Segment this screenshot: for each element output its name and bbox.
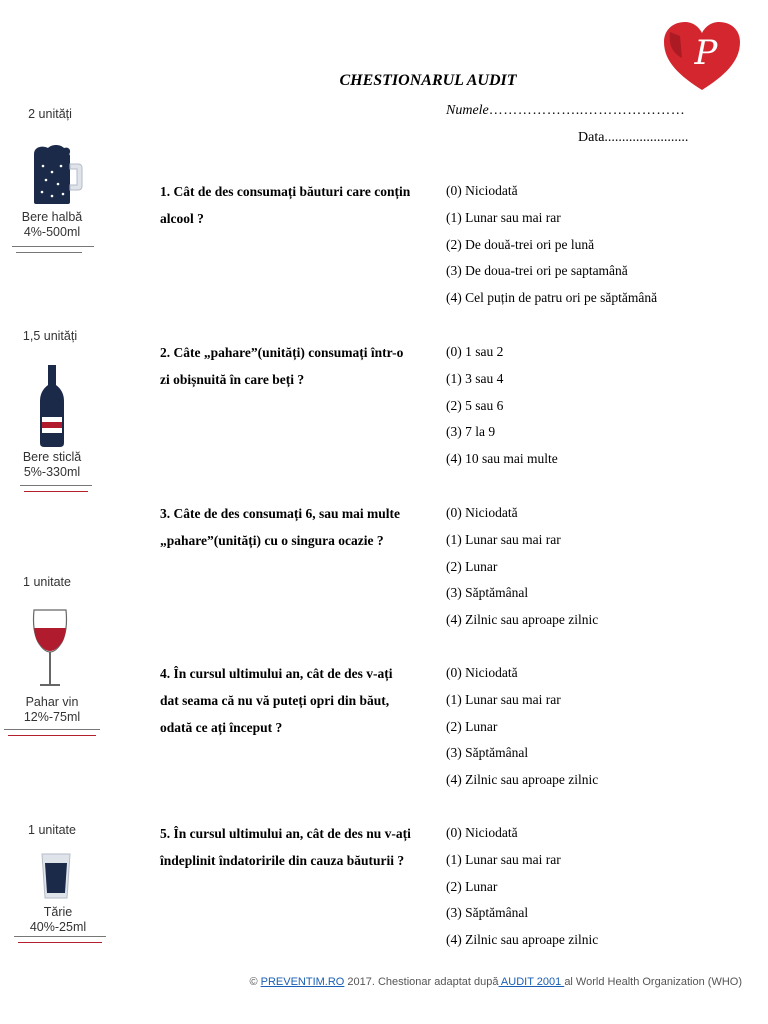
copyright-symbol: © (249, 976, 261, 988)
answer-option: (4) Zilnic sau aproape zilnic (446, 932, 599, 948)
name-field (446, 103, 685, 119)
divider (14, 936, 106, 937)
answers-5 (446, 820, 598, 954)
beer-mug-icon (28, 144, 84, 211)
drink-name: Bere sticlă (22, 450, 82, 464)
date-field: Data........................ (578, 130, 689, 145)
answer-option: (4) Cel puțin de patru ori pe săptămână (446, 290, 658, 306)
divider (8, 735, 96, 736)
answer-option: (1) Lunar sau mai rar (446, 209, 561, 225)
name-dots: ………………..………………… (488, 103, 686, 118)
drink-strength: 40%-25ml (29, 920, 87, 934)
drink-strength: 4%-500ml (23, 225, 81, 239)
name-label: Numele (446, 103, 489, 118)
question-3: 3. Câte de des consumați 6, sau mai multe „pahare”(unități) cu o singura ocazie ? (160, 506, 400, 548)
footer-text-end: al World Health Organization (WHO) (564, 976, 742, 988)
answer-option: (4) 10 sau mai multe (446, 451, 558, 467)
answers-2 (446, 339, 558, 473)
drink-name: Bere halbă (21, 210, 83, 224)
answer-option: (0) Niciodată (446, 183, 518, 198)
wine-glass-icon (32, 608, 68, 693)
divider (20, 485, 92, 486)
answer-option: (2) 5 sau 6 (446, 397, 504, 413)
footer-text: 2017. Chestionar adaptat după (344, 976, 499, 988)
sidebar-units-3: 1 unitate (23, 575, 71, 589)
answer-option: (0) 1 sau 2 (446, 344, 504, 359)
answer-option: (1) Lunar sau mai rar (446, 851, 561, 867)
divider (4, 729, 100, 730)
question-2: 2. Câte „pahare”(unități) consumați într-o zi obișnuită în care beți ? (160, 345, 404, 387)
answer-option: (2) Lunar (446, 718, 498, 734)
beer-bottle-icon (38, 365, 66, 452)
answer-option: (0) Niciodată (446, 505, 518, 520)
answer-option: (0) Niciodată (446, 665, 518, 680)
answer-option: (1) 3 sau 4 (446, 370, 504, 386)
drink-strength: 5%-330ml (23, 465, 81, 479)
divider (18, 942, 102, 943)
question-5: 5. În cursul ultimului an, cât de des nu v-ați îndeplinit îndatoririle din cauza băuturii ? (160, 826, 411, 868)
sidebar-units-4: 1 unitate (28, 823, 76, 837)
answer-option: (3) Săptămânal (446, 745, 529, 761)
sidebar-label-4 (8, 905, 108, 935)
answer-option: (3) 7 la 9 (446, 424, 496, 440)
sidebar-units-1: 2 unități (28, 107, 72, 121)
page-title: CHESTIONARUL AUDIT (339, 72, 517, 89)
answer-option: (0) Niciodată (446, 825, 518, 840)
divider (12, 246, 94, 247)
sidebar-label-3 (2, 695, 102, 725)
drink-name: Pahar vin (25, 695, 79, 709)
drink-name: Tărie (43, 905, 73, 919)
question-4: 4. În cursul ultimului an, cât de des v-ați dat seama că nu vă puteți opri din băut, odată ce ați început ? (160, 666, 393, 735)
answer-option: (3) De doua-trei ori pe saptamână (446, 263, 628, 279)
audit-link[interactable]: AUDIT 2001 (498, 976, 565, 988)
answer-option: (2) Lunar (446, 558, 498, 574)
answer-option: (4) Zilnic sau aproape zilnic (446, 772, 599, 788)
answers-1 (446, 178, 657, 312)
divider (24, 491, 88, 492)
answer-option: (4) Zilnic sau aproape zilnic (446, 612, 599, 628)
preventim-link[interactable]: PREVENTIM.RO (260, 976, 345, 988)
sidebar-label-1 (2, 210, 102, 240)
answer-option: (2) Lunar (446, 878, 498, 894)
question-1: 1. Cât de des consumați băuturi care conțin alcool ? (160, 184, 411, 226)
answer-option: (2) De două-trei ori pe lună (446, 236, 595, 252)
answers-4 (446, 660, 598, 794)
shot-glass-icon (41, 853, 71, 904)
svg-text:P: P (694, 33, 718, 73)
answer-option: (1) Lunar sau mai rar (446, 691, 561, 707)
sidebar-label-2 (2, 450, 102, 480)
answer-option: (1) Lunar sau mai rar (446, 531, 561, 547)
footer (249, 976, 742, 988)
drink-strength: 12%-75ml (23, 710, 81, 724)
answers-3 (446, 500, 598, 634)
divider (16, 252, 82, 253)
sidebar-units-2: 1,5 unități (22, 329, 78, 343)
answer-option: (3) Săptămânal (446, 905, 529, 921)
answer-option: (3) Săptămânal (446, 585, 529, 601)
